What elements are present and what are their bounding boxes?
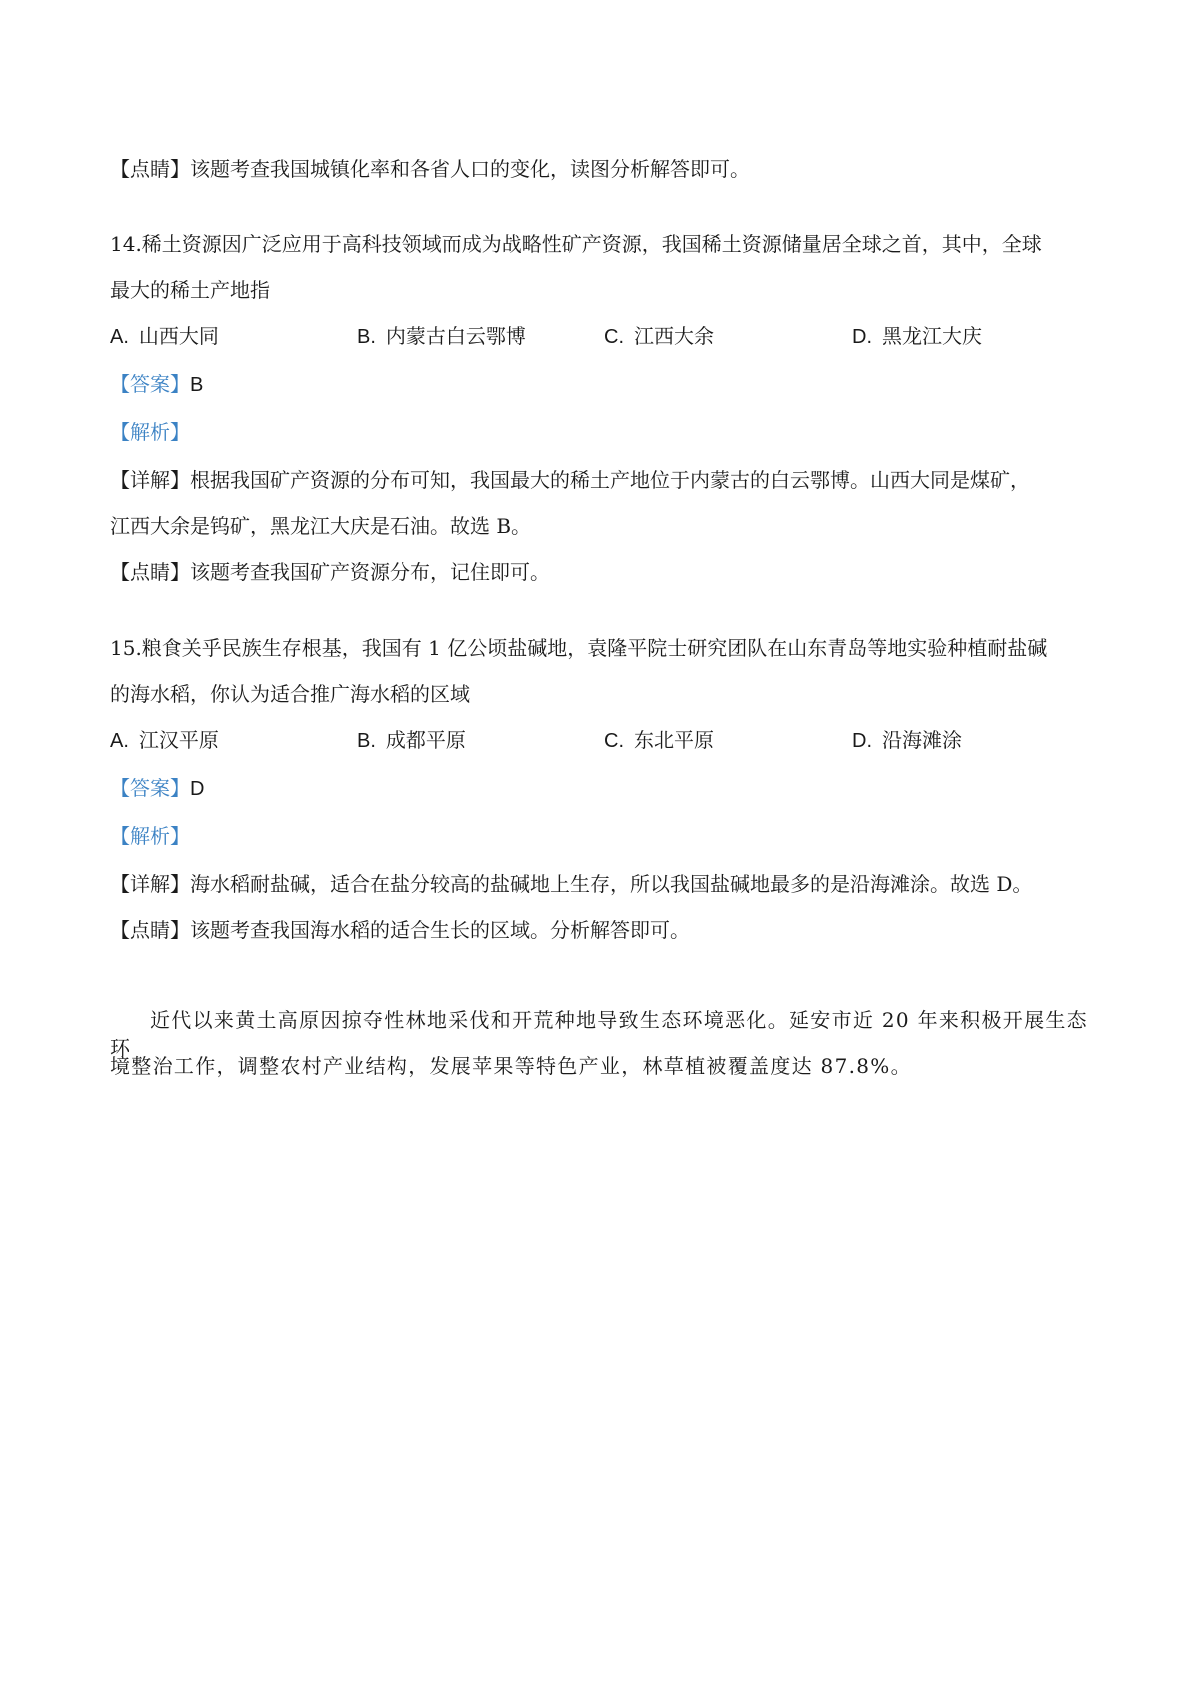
q14-option-d: [852, 322, 982, 351]
option-text: 内蒙古白云鄂博: [385, 324, 526, 348]
option-letter: D.: [852, 730, 872, 752]
option-letter: C.: [604, 730, 624, 752]
detail-label: 【详解】: [110, 468, 190, 492]
q15-answer: [110, 774, 204, 803]
q15-option-a: [110, 726, 219, 755]
detail-text: 海水稻耐盐碱，适合在盐分较高的盐碱地上生存，所以我国盐碱地最多的是沿海滩涂。故选 D。: [190, 872, 1033, 896]
answer-label: 【答案】: [110, 372, 190, 396]
option-text: 江西大余: [634, 324, 714, 348]
q14-analysis-label: 【解析】: [110, 420, 190, 444]
option-letter: D.: [852, 326, 872, 348]
option-letter: B.: [357, 730, 376, 752]
q14-detail-line1: [110, 466, 1030, 494]
comment-label: 【点睛】: [110, 157, 190, 181]
option-letter: C.: [604, 326, 624, 348]
q15-comment: [110, 916, 690, 944]
answer-value: B: [190, 374, 204, 396]
q14-option-c: [604, 322, 714, 351]
q15-option-c: [604, 726, 714, 755]
passage-line2: 境整治工作，调整农村产业结构，发展苹果等特色产业，林草植被覆盖度达 87.8%。: [110, 1054, 912, 1078]
q15-option-d: [852, 726, 962, 755]
q14-option-a: [110, 322, 219, 351]
q15-analysis-label: 【解析】: [110, 824, 190, 848]
comment-text: 该题考查我国城镇化率和各省人口的变化，读图分析解答即可。: [190, 157, 750, 181]
answer-label: 【答案】: [110, 776, 190, 800]
option-letter: A.: [110, 730, 129, 752]
q14-comment: [110, 558, 550, 586]
q14-option-b: [357, 322, 526, 351]
option-text: 山西大同: [138, 324, 219, 348]
comment-label: 【点睛】: [110, 918, 190, 942]
answer-value: D: [190, 778, 205, 800]
q15-option-b: [357, 726, 466, 755]
option-letter: A.: [110, 326, 129, 348]
comment-text: 该题考查我国海水稻的适合生长的区域。分析解答即可。: [190, 918, 690, 942]
option-letter: B.: [357, 326, 376, 348]
q14-stem-line2: 最大的稀土产地指: [110, 278, 270, 302]
detail-text: 根据我国矿产资源的分布可知，我国最大的稀土产地位于内蒙古的白云鄂博。山西大同是煤矿，: [190, 468, 1030, 492]
q14-answer: [110, 370, 203, 399]
q15-detail: [110, 870, 1032, 898]
q14-detail-line2: 江西大余是钨矿，黑龙江大庆是石油。故选 B。: [110, 514, 532, 538]
option-text: 沿海滩涂: [882, 728, 962, 752]
q14-stem-line1: 14.稀土资源因广泛应用于高科技领域而成为战略性矿产资源，我国稀土资源储量居全球之首，其中，全球: [110, 232, 1042, 256]
option-text: 成都平原: [385, 728, 466, 752]
passage-line1: 近代以来黄土高原因掠夺性林地采伐和开荒种地导致生态环境恶化。延安市近 20 年来积极开展生态环: [110, 1008, 1088, 1060]
q15-stem-line1: 15.粮食关乎民族生存根基，我国有 1 亿公顷盐碱地，袁隆平院士研究团队在山东青岛等地实验种植耐盐碱: [110, 636, 1048, 660]
prev-comment: [110, 155, 750, 183]
q15-stem-line2: 的海水稻，你认为适合推广海水稻的区域: [110, 682, 470, 706]
option-text: 东北平原: [634, 728, 714, 752]
detail-label: 【详解】: [110, 872, 190, 896]
comment-text: 该题考查我国矿产资源分布，记住即可。: [190, 560, 550, 584]
option-text: 黑龙江大庆: [882, 324, 982, 348]
option-text: 江汉平原: [138, 728, 219, 752]
comment-label: 【点睛】: [110, 560, 190, 584]
